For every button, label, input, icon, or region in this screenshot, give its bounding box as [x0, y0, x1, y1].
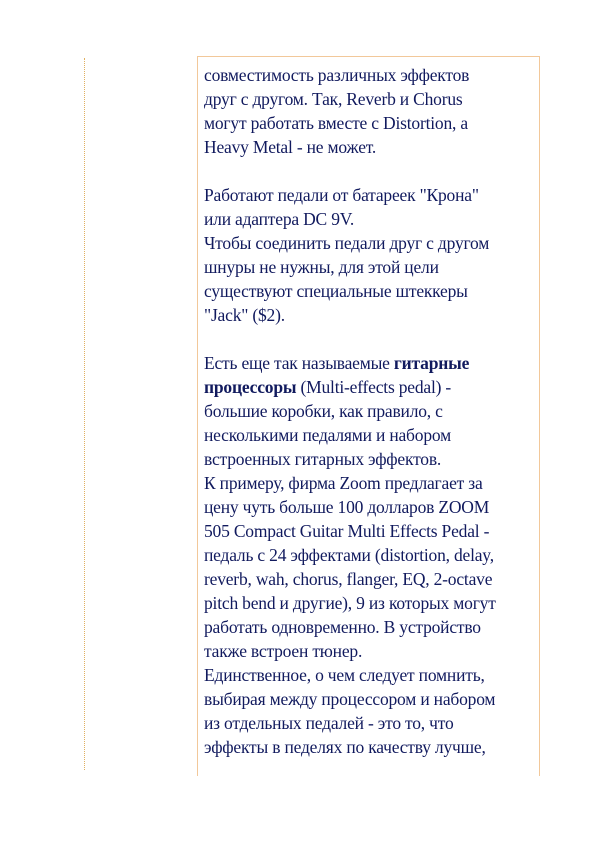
paragraph-power-and-cables: Работают педали от батареек "Крона" или адаптера DC 9V. Чтобы соединить педали друг с другом шнуры не нужны, для этой цели существуют специальные штеккеры "Jack" ($2).	[204, 185, 490, 325]
paragraph-guitar-processors	[204, 351, 537, 759]
text-frame	[197, 56, 540, 776]
document-body	[204, 63, 537, 759]
paragraph-guitar-processors-body: (Multi-effects pedal) - большие коробки, как правило, с несколькими педалями и набором встроенных гитарных эффектов. К примеру, фирма Zoom предлагает за цену чуть больше 100 долларов ZOOM 505 Compact Guitar Multi Effects Pedal - педаль с 24 эффектами (distortion, delay, reverb, wah, chorus, flanger, EQ, 2-octave pitch bend и другие), 9 из которых могут работать одновременно. В устройство также встроен тюнер. Единственное, о чем следует помнить, выбирая между процессором и набором из отдельных педалей - это то, что эффекты в педелях по качеству лучше,	[204, 377, 496, 757]
paragraph-effects-compatibility: совместимость различных эффектов друг с другом. Так, Reverb и Chorus могут работать вместе с Distortion, а Heavy Metal - не может.	[204, 65, 470, 157]
left-margin-rule	[84, 58, 85, 770]
paragraph-guitar-processors-intro: Есть еще так называемые	[204, 353, 394, 373]
bold-term-guitar-processors: гитарные процессоры	[204, 353, 470, 397]
